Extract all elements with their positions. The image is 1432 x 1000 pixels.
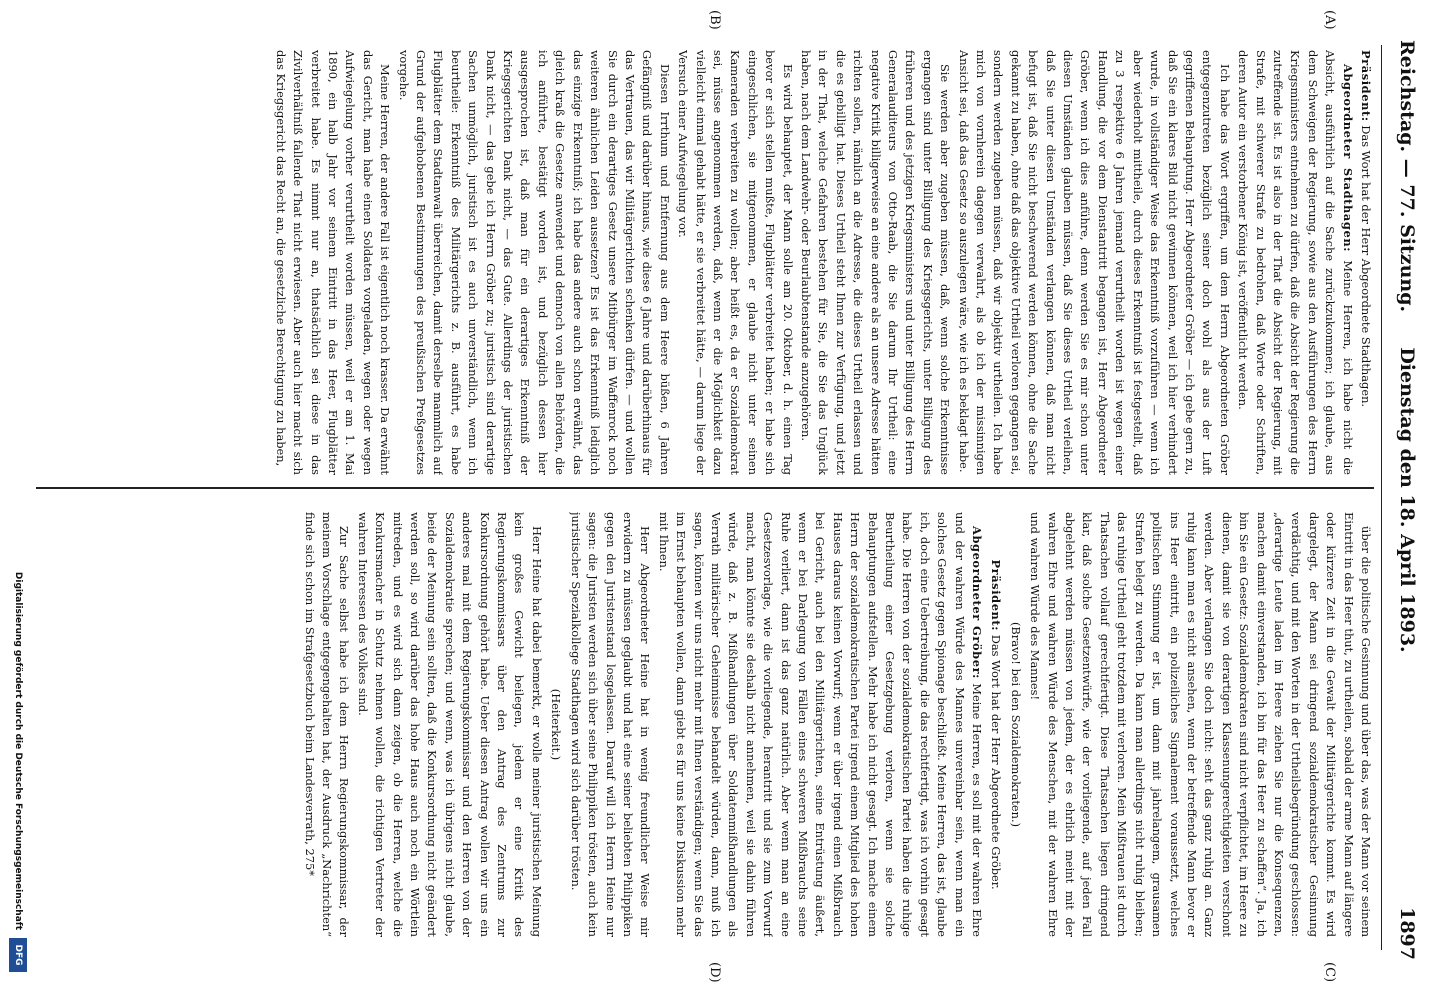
paragraph [674, 50, 796, 475]
paragraph [566, 512, 653, 937]
dfg-logo: DFG [9, 938, 27, 972]
paragraph [547, 512, 564, 937]
paragraph-text: Ich habe das Wort ergriffen, um dem Herrn Abgeordneten Gröber entgegenzutreten bezüglich seiner doch wohl als aus der Luft gegriffenen Behauptung. Herr Abgeordneter Gröber — ich gebe gern zu, daß Sie ein klares Bild nicht gewinnen können, weil ich hier verhindert wurde, in vollständiger Weise das Erkenntniß vorzuführen — wenn ich aber wiederholt mittheile, durch dieses Erkenntniß ist festgestellt, daß zu 3 respektive 6 Jahren jemand verurtheilt worden ist wegen einer Handlung, die vor dem Dienstantritt begangen ist, Herr Abgeordneter Gröber, wenn ich dies anführe, denn werden Sie es mir schon unter diesen Umständen glauben müssen, daß Sie dieses Urtheil verleihen, daß Sie unter diesen Umständen verlangen können, daß man nicht befugt ist, daß Sie nicht beschwerend werden können, ohne die Sache gekannt zu haben, ohne daß das objektive Urtheil verloren gegangen sei, sondern werden zugeben müssen, daß wir objektiv urtheilen. Ich habe mich von vornherein dagegen verwahrt, als ob ich der missinnigen Ansicht sei, daß das Gesetz so auszulegen wäre, wie ich es beklagt habe. [956, 50, 1232, 475]
paragraph [271, 50, 393, 475]
header-date: Dienstag den 18. April 1893. [1396, 347, 1418, 653]
paragraph [1234, 50, 1356, 475]
speaker-name: Abgeordneter Gröber: [970, 526, 985, 679]
margin-marker-a: (A) [1322, 10, 1337, 30]
paragraph-text: Es wird behauptet, der Mann solle am 20. Oktober, d. h. einen Tag bevor er sich stellen mußte, Flugblätter verbreitet haben; er habe sich eingeschlichen, sie mitgenommen, er glaube nicht unter seinen Kameraden verbreiten zu wollen; aber heißt es, da er Sozialdemokrat sei, müsse angenommen werden, daß, wenn er die Möglichkeit dazu vielleicht einmal gehabt hätte, er sie verbreitet hätte, — darum liege der Versuch einer Aufwiegelung vor. [676, 50, 795, 475]
paragraph [954, 50, 1233, 475]
paragraph [300, 512, 352, 937]
header-rule [1381, 45, 1382, 950]
paragraph [987, 512, 1004, 937]
paragraph [797, 50, 954, 475]
speaker-name: Abgeordneter Stadthagen: [1340, 64, 1355, 253]
text-column-left [39, 50, 1374, 475]
text-column-right [39, 512, 1374, 937]
paragraph [1006, 512, 1023, 937]
paragraph-text: über die politische Gesinnung und über das, was der Mann vor seinem Eintritt in das Heer thut, zu urtheilen, sobald der arme Mann auf längere oder kürzere Zeit in die Gewalt der Militärgerichte kommt. Es wird dargelegt, der Mann sei dringend sozialdemokratischer Gesinnung verdächtig, und mit den Worten in der Urtheilsbegründung geschlossen: „derartige Leute laden im Heere ziehen Sie nur die Konsequenzen, machen damit einverstanden, ich bin für das Heer zu schaffen“. Ja, ich bin Sie ein Gesetz: Sozialdemokraten sind nicht verpflichtet, im Heere zu dienen, damit sie von derartigen Klassenungerechtigkeiten verschont werden. Aber verlangen Sie doch nicht: seht das ganz ruhig an. Ganz ruhig kann man es nicht ansehen, wenn der betreffende Mann bevor er ins Heer eintritt, ein polizeiliches Signalement voraussetzt, welches politischen Stimmung er ist, um dann mit jahrelangem, grausamen Strafen belegt zu werden. Da kann man allerdings nicht ruhig bleiben; das ruhige Urtheil geht trotzdem mit verloren. Mein Mißtrauen ist durch Thatsachen vollauf gerechtfertigt. Diese Thatsachen liegen dringend klar, daß solche Gesetzentwürfe, wie der vorliegende, auf jeden Fall abgelehnt werden müssen von jedem, der es ehrlich meint mit der wahren Ehre und wahren Würde des Menschen, mit der wahren Ehre und wahren Würde des Mannes! [1028, 512, 1373, 937]
page-footer [7, 0, 27, 1000]
paragraph-text: Herr Abgeordneter Heine hat in wenig freundlicher Weise mir erwidern zu müssen geglaubt und hat eine seiner beliebten Philippiken gegen den Juristenstand losgelassen. Darauf will ich Herrn Heine nur sagen: die Juristen werden sich über seine Philippiken trösten, auch kein juristischer Spezialkollege Stadthagen wird sich darüber trösten. [568, 512, 653, 937]
speaker-name: Präsident: [1359, 50, 1373, 122]
page-header [1392, 40, 1422, 960]
margin-marker-b: (B) [707, 10, 722, 30]
paragraph-text: (Bravo! bei den Sozialdemokraten.) [1008, 621, 1023, 828]
paragraph [654, 512, 985, 937]
header-left-title: Reichstag. — 77. Sitzung. [1396, 40, 1418, 313]
margin-marker-c: (C) [1322, 962, 1337, 983]
page-number: 1897 [1396, 907, 1418, 960]
paragraph-text: Meine Herren, es soll mit der wahren Ehre und der wahren Würde des Mannes unvereinbar sein, wenn man ein solches Gesetz gegen Spionage beschließt. Meine Herren, das ist, glaube ich, doch eine Uebertreibung, die das rechtfertigt, was ich vorhin gesagt habe. Die Herren von der sozialdemokratischen Partei haben die ruhige Beurtheilung einer Gesetzgebung verloren, wenn sie solche Behauptungen aufstellen. Mehr habe ich nicht gesagt. Ich mache einem Herrn der sozialdemokratischen Partei irgend einem Mitglied des hohen Hauses daraus keinen Vorwurf; wenn er über irgend einen Mißbrauch bei Gericht, auch bei den Militärgerichten, seine Entrüstung äußert, wenn er bei Darlegung von Fällen eines schweren Mißbrauchs seine Ruhe verliert, dann ist das ganz natürlich. Aber wenn man an eine Gesetzesvorlage, wie die vorliegende, herantritt und sie zum Vorwurf macht, man könnte sie deshalb nicht annehmen, weil sie dahin führen würde, daß z. B. Mißhandlungen über Soldatenmißhandlungen als Verrath militärischer Geheimnisse behandelt würden, dann, muß ich sagen, können wir uns nicht mehr mit Ihnen verständigen; wenn Sie das im Ernst behaupten wollen, dann giebt es für uns keine Diskussion mehr mit Ihnen. [656, 512, 985, 937]
paragraph-text: Meine Herren, ich habe nicht die Absicht, ausführlich auf die Sache zurückzukommen; ich glaube, aus dem Schweigen der Regierung, sowie aus den Ausführungen des Herrn Kriegsministers entnehmen zu dürfen, daß die Absicht der Regierung die zutreffende ist. Es ist also in der That die Absicht der Regierung, mit Strafe, mit schwerer Strafe zu bedrohen, daß Worte oder Schriften, deren Autor ein verstorbener König ist, veröffentlicht werden. [1236, 50, 1355, 475]
speaker-name: Präsident: [989, 559, 1004, 632]
paragraph [394, 50, 673, 475]
paragraph [1357, 50, 1374, 475]
paragraph-text: Sie werden aber zugeben müssen, daß, wenn solche Erkenntnisse ergangen sind unter Billigung des Kriegsgerichts, unter Billigung des früheren und des jetzigen Kriegsministers und unter Billigung des Herrn Generalauditeurs von Otto-Raab, die Sie darum Ihr Urtheil: eine negative Kritik billigerweise an eine andere als an unsere Adresse hätten richten sollen, nämlich an die Adresse, die dieses Urtheil erlassen und die es gebilligt hat. Dieses Urtheil steht Ihnen zur Verfügung, und jetzt in der That, welche Gefahren bestehen für Sie, die Sie das Unglück haben, nach dem Landwehr- oder Beurlaubtenstande anzugehören. [799, 50, 953, 475]
margin-marker-d: (D) [707, 962, 722, 983]
paragraph-text: Das Wort hat der Herr Abgeordnete Gröber. [989, 634, 1004, 890]
digitization-credit: Digitalisierung gefördert durch die Deutsche Forschungsgemeinschaft [13, 571, 23, 930]
paragraph-text: Herr Heine hat dabei bemerkt, er wolle meiner juristischen Meinung kein großes Gewicht beilegen, jedem er eine Kritik des Regierungskommissars über den Antrag des Zentrums zur Konkursordnung gehört habe. Ueber diesen Antrag wollen wir uns ein anderes mal mit dem Regierungskommissar und den Herren von der Sozialdemokratie sprechen; und wenn, was ich übrigens nicht glaube, beide der Meinung sein sollten, daß die Konkursordnung nicht geändert werden soll, so wird darüber das hohe Haus auch noch ein Wörtlein mitreden, und es wird sich dann zeigen, ob die Herren, welche die Konkursmacher in Schutz nehmen wollen, die richtigen Vertreter der wahren Interessen des Volkes sind. [355, 512, 544, 937]
paragraph-text: Zur Sache selbst habe ich dem Herrn Regierungskommissar, der meinem Vorschlage entgegengehalten hat, der Ausdruck „Nachrichten“ finde sich schon im Strafgesetzbuch beim Landesverrath, 275* [302, 512, 352, 937]
paragraph-text: Das Wort hat der Herr Abgeordnete Stadthagen. [1359, 125, 1373, 408]
paragraph-text: Diesen Irrthum und Entfernung aus dem Heere büßen, 6 Jahren Gefängniß und darüber hinaus, wie diese 6 Jahre und darüberhinaus für das Vertrauen, das wir Militärgerichten schenken dürfen. — und wollen Sie durch ein derartiges Gesetz unsere Mitbürger im Waffenrock noch weiteren ähnlichen Leiden aussetzen? Es ist das Erkenntniß lediglich das einzige Erkenntniß; ich habe das andere auch schon erwähnt, das gleich kraß die Gesetze anwendet und dennoch von allen Behörden, die ich anführte, bestätigt worden ist, und bezüglich dessen hier ausgesprochen ist, daß man für ein derartiges Erkenntniß der Kriegsgerichten Dank nicht, — das Gute. Allerdings der juristischen Dank nicht, — das gebe ich Herrn Gröber zu; juristisch sind derartige Sachen unmöglich, juristisch ist es auch unverständlich, wenn ich beurtheile: Erkenntniß des Militärgerichts z. B. ausführt, es habe Flugblätter dem Stadtanwalt überreichen, damit derselbe mammlich auf Grund der aufgehobenen Bestimmungen des preußischen Preßgesetzes vorgehe. [396, 50, 672, 475]
paragraph [1026, 512, 1374, 937]
paragraph-text: (Heiterkeit.) [549, 688, 564, 761]
column-divider [36, 487, 1374, 489]
paragraph [353, 512, 544, 937]
paragraph-text: Meine Herren, der andere Fall ist eigentlich noch krasser. Da erwähnt das Gericht, man habe einen Soldaten vorgeladen, wegen oder wegen Aufwiegelung vorher verurtheilt worden müssen, weil er am 1. Mai 1890, ein halb Jahr vor seinem Eintritt in das Heer, Flugblätter verbreitet habe. Es nimmt nur an, thatsächlich sei diese in das Zivilverhältniß fallende That nicht erwiesen. Aber auch hier macht sich das Kriegsgericht das Recht an, die gesetzliche Berechtigung zu haben, [273, 50, 393, 475]
